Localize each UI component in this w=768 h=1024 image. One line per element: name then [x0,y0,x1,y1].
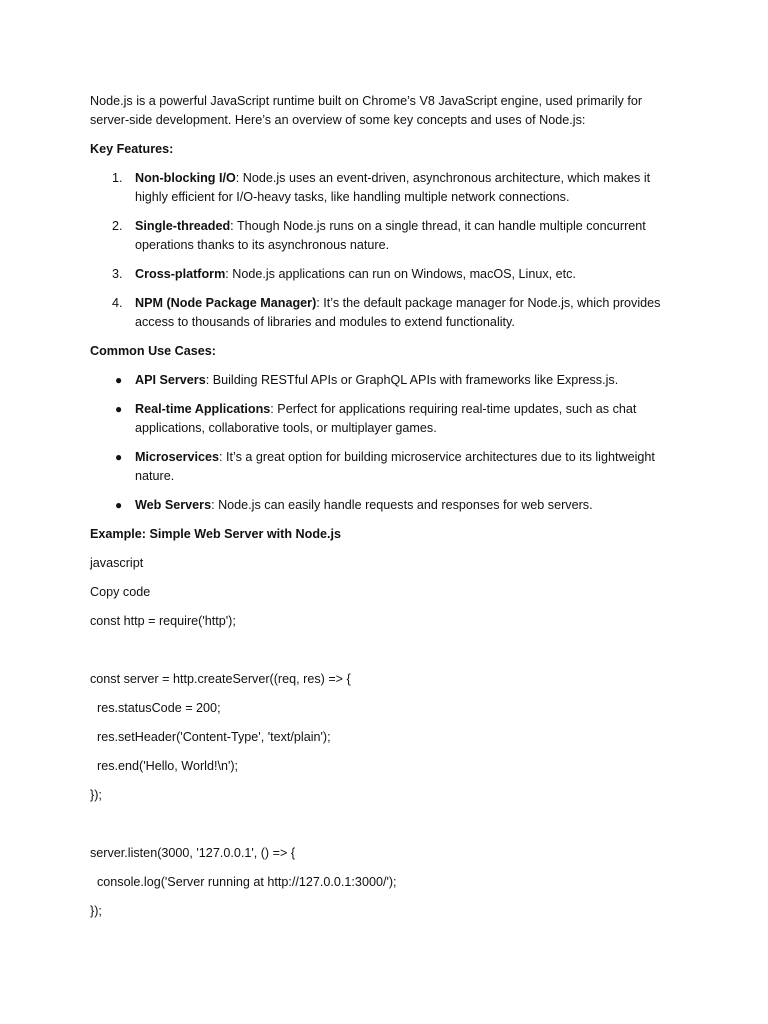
feature-term: NPM (Node Package Manager) [135,296,317,310]
bullet-icon: ● [115,373,123,387]
use-case-text: : Building RESTful APIs or GraphQL APIs with frameworks like Express.js. [205,373,619,387]
feature-text: : Though Node.js runs on a single thread, it can handle multiple concurrent operations thanks to its asynchronous nature. [135,219,646,252]
use-cases-heading: Common Use Cases: [90,344,216,358]
list-item [90,217,680,255]
key-features-list [90,169,680,332]
feature-term: Non-blocking I/O [135,171,236,185]
bullet-icon: ● [115,450,123,464]
use-case-text: : It’s a great option for building microservice architectures due to its lightweight nature. [135,450,655,483]
use-cases-list [90,371,680,515]
list-item [90,448,680,486]
intro-paragraph: Node.js is a powerful JavaScript runtime built on Chrome’s V8 JavaScript engine, used primarily for server-side development. Here’s an overview of some key concepts and uses of Node.js: [90,94,643,127]
feature-term: Single-threaded [135,219,231,233]
list-number: 2. [112,219,123,233]
feature-text: : Node.js uses an event-driven, asynchronous architecture, which makes it highly efficient for I/O-heavy tasks, like handling multiple network connections. [135,171,651,204]
key-features-heading: Key Features: [90,142,174,156]
bullet-icon: ● [115,498,123,512]
list-item [90,496,680,515]
bullet-icon: ● [115,402,123,416]
list-item [90,294,680,332]
code-line: res.end('Hello, World!\n'); [90,759,239,773]
use-case-term: Microservices [135,450,220,464]
example-heading: Example: Simple Web Server with Node.js [90,527,342,541]
use-case-text: : Perfect for applications requiring real-time updates, such as chat applications, collaborative tools, or multiplayer games. [135,402,637,435]
code-line: res.setHeader('Content-Type', 'text/plain'); [90,730,331,744]
feature-term: Cross-platform [135,267,226,281]
list-number: 1. [112,171,123,185]
code-line: const http = require('http'); [90,614,236,628]
code-block [90,612,680,921]
code-line: const server = http.createServer((req, res) => { [90,672,351,686]
use-case-term: Real-time Applications [135,402,271,416]
feature-text: : It’s the default package manager for Node.js, which provides access to thousands of libraries and modules to extend functionality. [135,296,661,329]
list-item [90,265,680,284]
code-line: }); [90,788,102,802]
list-item [90,169,680,207]
code-line: server.listen(3000, '127.0.0.1', () => { [90,846,296,860]
list-item [90,400,680,438]
list-number: 4. [112,296,123,310]
copy-code-button[interactable]: Copy code [90,585,151,599]
code-line [90,641,680,660]
code-language-label: javascript [90,556,144,570]
list-number: 3. [112,267,123,281]
code-line: }); [90,904,102,918]
use-case-term: Web Servers [135,498,212,512]
feature-text: : Node.js applications can run on Windows, macOS, Linux, etc. [225,267,576,281]
use-case-term: API Servers [135,373,206,387]
list-item [90,371,680,390]
use-case-text: : Node.js can easily handle requests and responses for web servers. [211,498,593,512]
code-line: console.log('Server running at http://127.0.0.1:3000/'); [90,875,397,889]
code-line: res.statusCode = 200; [90,701,221,715]
document-page [90,92,680,931]
code-line [90,815,680,834]
